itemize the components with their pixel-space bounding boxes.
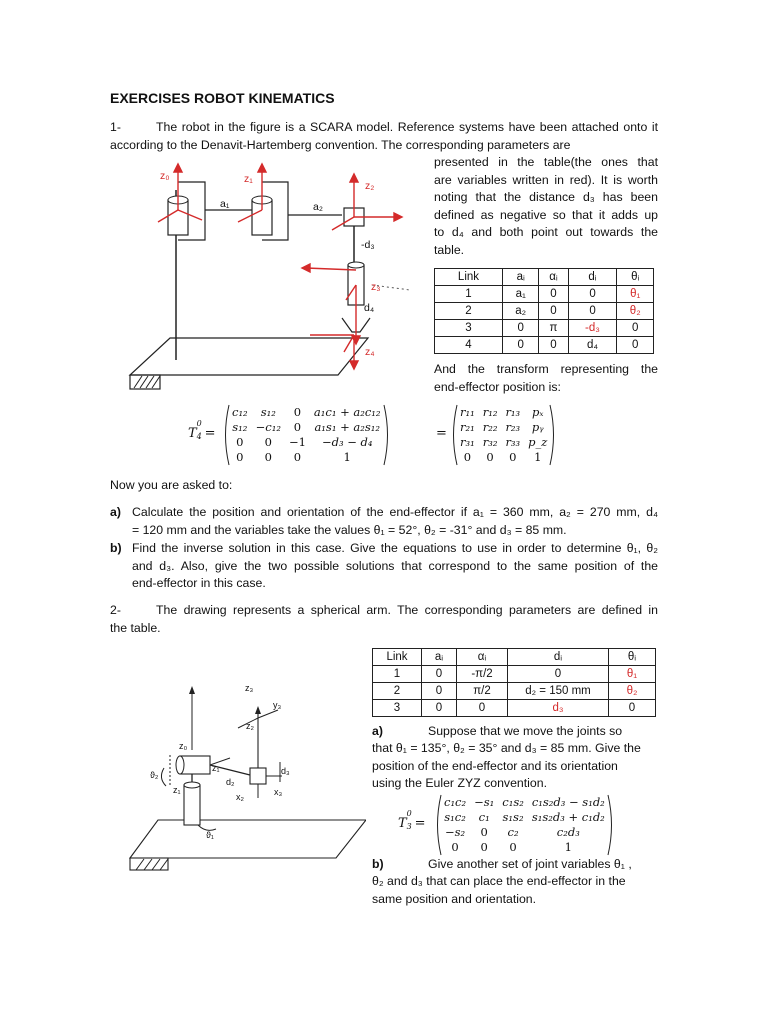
table-cell: 1 <box>435 286 503 303</box>
matrix-cell: s₁₂ <box>232 419 248 434</box>
table-cell: 0 <box>617 337 654 354</box>
text-line: And the transform representing the <box>434 362 658 376</box>
matrix-cell: r₂₂ <box>482 419 498 434</box>
matrix-cell: c₁s₂ <box>502 794 524 809</box>
spherical-arm-figure <box>110 670 366 940</box>
table-cell: 0 <box>539 337 568 354</box>
table-cell: 0 <box>609 700 656 717</box>
a1-label: a₁ <box>220 198 230 210</box>
table-cell: 0 <box>502 320 539 337</box>
table-cell: 1 <box>373 666 422 683</box>
header-cell: dᵢ <box>568 269 617 286</box>
ex2-question-b-first: Give another set of joint variables θ₁ , <box>428 857 632 871</box>
header-cell: θᵢ <box>609 649 656 666</box>
matrix-cell: 0 <box>451 839 459 854</box>
ex2-question-b-label: b) <box>372 857 384 871</box>
page-title: EXERCISES ROBOT KINEMATICS <box>110 90 335 106</box>
table-row <box>435 320 654 337</box>
ex2-question-a-first: Suppose that we move the joints so <box>428 724 623 738</box>
matrix-cell: −s₁ <box>474 794 495 809</box>
dh-table-spherical <box>372 648 656 717</box>
matrix-sub: 4 <box>196 432 202 441</box>
text-line: = 120 mm and the variables take the values θ₁ = 52°, θ₂ = -31° and d₃ = 85 mm. <box>132 522 567 537</box>
table-cell: 3 <box>435 320 503 337</box>
matrix-cell: −1 <box>288 434 306 449</box>
d3-label: d₃ <box>281 766 290 776</box>
question-a-text <box>132 504 658 539</box>
question-a-label: a) <box>110 505 121 519</box>
z1-bottom-label: z₁ <box>173 785 181 795</box>
dh-table-scara <box>434 268 654 354</box>
matrix-symbol: T <box>188 426 197 441</box>
table-cell: π <box>539 320 568 337</box>
theta2-label: ϑ₂ <box>150 770 159 780</box>
text-line: θ₂ and d₃ that can place the end-effector in the <box>372 874 626 888</box>
table-cell-variable: θ₁ <box>609 666 656 683</box>
y3-label: y₃ <box>273 700 282 710</box>
header-cell: aᵢ <box>502 269 539 286</box>
exercise2-intro-line1: The drawing represents a spherical arm. The corresponding parameters are defined in <box>156 603 658 617</box>
table-cell-variable: θ₂ <box>609 683 656 700</box>
transform-matrix-generic <box>456 404 551 464</box>
text-line: Find the inverse solution in this case. Give the equations to use in order to determine θ₁, θ₂ <box>132 541 658 555</box>
table-cell: d₄ <box>568 337 617 354</box>
matrix-sub: 3 <box>406 822 412 831</box>
matrix-cell: a₁s₁ + a₂s₁₂ <box>314 419 380 434</box>
text-line: that θ₁ = 135°, θ₂ = 35° and d₃ = 85 mm. Give the <box>372 741 641 755</box>
z1-top-label: z₁ <box>212 763 220 773</box>
matrix-sup: 0 <box>406 809 412 818</box>
header-cell: θᵢ <box>617 269 654 286</box>
question-b-text <box>132 540 658 593</box>
exercise1-side-text <box>434 154 658 259</box>
matrix-cell: c₁₂ <box>232 404 248 419</box>
matrix-cell: p_z <box>528 434 548 449</box>
transform-matrix-spherical <box>440 794 609 854</box>
side-line: to d₄ and both point out towards the <box>434 225 658 239</box>
ex2-question-a-text <box>372 740 658 793</box>
d3-label: -d₃ <box>361 239 375 251</box>
matrix-cell: 0 <box>463 449 472 464</box>
matrix-cell: r₃₃ <box>505 434 521 449</box>
matrix-cell: r₁₁ <box>460 404 475 419</box>
matrix-cell: r₃₂ <box>482 434 498 449</box>
table-cell: 0 <box>422 666 457 683</box>
matrix-cell: 0 <box>509 449 517 464</box>
table-cell-variable: -d₃ <box>568 320 617 337</box>
exercise2-number: 2- <box>110 603 121 617</box>
table-cell: 0 <box>539 303 568 320</box>
matrix-cell: s₁s₂d₃ + c₁d₂ <box>531 809 605 824</box>
matrix-cell: c₂ <box>507 824 519 839</box>
table-cell: -π/2 <box>457 666 508 683</box>
header-cell: Link <box>435 269 503 286</box>
table-row <box>373 700 656 717</box>
table-header-row <box>435 269 654 286</box>
question-b-label: b) <box>110 541 122 555</box>
matrix-cell: s₁₂ <box>260 404 276 419</box>
table-cell: 0 <box>568 303 617 320</box>
table-cell: 0 <box>422 683 457 700</box>
header-cell: aᵢ <box>422 649 457 666</box>
matrix-cell: c₁c₂ <box>444 794 467 809</box>
header-cell: Link <box>373 649 422 666</box>
matrix-cell: s₁s₂ <box>502 809 524 824</box>
exercise1-intro: The robot in the figure is a SCARA model. Reference systems have been attached onto it according to the Denavit-Hartemberg convention. The corresponding parameters are <box>110 120 658 152</box>
matrix-cell: 0 <box>509 839 517 854</box>
matrix-cell: pᵧ <box>531 419 544 434</box>
matrix-lhs-T03: T 0 3 = <box>398 809 426 831</box>
table-row <box>373 683 656 700</box>
matrix-cell: c₁ <box>478 809 490 824</box>
x3-label: x₃ <box>274 787 283 797</box>
matrix-cell: r₃₁ <box>460 434 475 449</box>
d2-label: d₂ <box>226 777 235 787</box>
table-cell: 0 <box>617 320 654 337</box>
matrix-cell: 0 <box>480 824 488 839</box>
matrix-cell: r₂₁ <box>460 419 475 434</box>
matrix-cell: 0 <box>236 434 244 449</box>
matrix-cell: a₁c₁ + a₂c₁₂ <box>313 404 381 419</box>
matrix-cell: c₁s₂d₃ − s₁d₂ <box>531 794 605 809</box>
matrix-sup: 0 <box>196 419 202 428</box>
theta1-label: ϑ₁ <box>206 830 214 840</box>
table-cell: 0 <box>508 666 609 683</box>
table-row <box>435 303 654 320</box>
table-cell: 0 <box>568 286 617 303</box>
matrix-cell: r₁₃ <box>505 404 521 419</box>
matrix-cell: r₁₂ <box>482 404 498 419</box>
table-cell: 0 <box>539 286 568 303</box>
table-cell: a₁ <box>502 286 539 303</box>
table-cell: 3 <box>373 700 422 717</box>
matrix-cell: 0 <box>293 449 302 464</box>
ex2-question-b-text <box>372 873 658 908</box>
scara-robot-figure <box>110 160 430 400</box>
matrix-cell: 0 <box>236 449 244 464</box>
text-line: Calculate the position and orientation of the end-effector if a₁ = 360 mm, a₂ = 270 mm, d₄ <box>132 505 658 519</box>
table-cell: 0 <box>502 337 539 354</box>
table-cell: 0 <box>422 700 457 717</box>
table-cell-variable: d₃ <box>508 700 609 717</box>
exercise2-intro-line2: the table. <box>110 621 161 635</box>
matrix-cell: s₁c₂ <box>444 809 466 824</box>
table-cell: 0 <box>457 700 508 717</box>
table-cell-variable: θ₁ <box>617 286 654 303</box>
table-cell: π/2 <box>457 683 508 700</box>
matrix-cell: −d₃ − d₄ <box>321 434 373 449</box>
table-row <box>435 337 654 354</box>
matrix-lhs-T04: T 0 4 = <box>188 419 216 441</box>
matrix-cell: 1 <box>343 449 351 464</box>
header-cell: αᵢ <box>539 269 568 286</box>
side-line: presented in the table(the ones that <box>434 155 658 169</box>
z0-label: z₀ <box>160 170 170 182</box>
matrix-cell: pₓ <box>532 404 544 419</box>
matrix-cell: 0 <box>264 434 272 449</box>
equals-sign: = <box>436 426 447 441</box>
transform-matrix-scara <box>228 404 385 464</box>
z4-label: z₄ <box>365 346 375 358</box>
text-line: using the Euler ZYZ convention. <box>372 776 547 790</box>
matrix-cell: 1 <box>534 449 542 464</box>
d4-label: d₄ <box>364 302 375 314</box>
table-cell: a₂ <box>502 303 539 320</box>
side-line: table. <box>434 242 465 257</box>
side-line: are variables written in red). It is worth <box>434 172 658 187</box>
table-row <box>435 286 654 303</box>
matrix-cell: −c₁₂ <box>255 419 281 434</box>
table-cell: d₂ = 150 mm <box>508 683 609 700</box>
table-cell: 2 <box>373 683 422 700</box>
matrix-cell: 0 <box>264 449 272 464</box>
table-plate <box>130 338 368 375</box>
transform-intro <box>434 361 658 396</box>
table-plate <box>130 820 366 858</box>
z2-label: z₂ <box>365 180 375 192</box>
matrix-cell: r₂₃ <box>505 419 521 434</box>
header-cell: αᵢ <box>457 649 508 666</box>
text-line: end-effector position is: <box>434 379 561 394</box>
table-cell: 2 <box>435 303 503 320</box>
z2-label: z₂ <box>246 721 254 731</box>
matrix-cell: −s₂ <box>444 824 466 839</box>
text-line: same position and orientation. <box>372 891 537 906</box>
matrix-symbol: T <box>398 816 407 831</box>
matrix-cell: c₂d₃ <box>556 824 580 839</box>
ex2-question-a-label: a) <box>372 724 383 738</box>
text-line: and d₃. Also, give the two possible solutions that correspond to the same position of the <box>132 558 658 573</box>
matrix-cell: 1 <box>564 839 572 854</box>
z0-label: z₀ <box>179 741 188 751</box>
z3-label: z₃ <box>245 683 254 693</box>
table-header-row <box>373 649 656 666</box>
matrix-cell: 0 <box>293 404 302 419</box>
matrix-cell: 0 <box>480 839 488 854</box>
table-row <box>373 666 656 683</box>
a2-label: a₂ <box>313 201 323 213</box>
matrix-cell: 0 <box>293 419 302 434</box>
matrix-cell: 0 <box>486 449 494 464</box>
table-cell: 4 <box>435 337 503 354</box>
z1-label: z₁ <box>244 173 253 185</box>
exercise1-number: 1- <box>110 120 121 134</box>
table-cell-variable: θ₂ <box>617 303 654 320</box>
asked-intro: Now you are asked to: <box>110 478 233 492</box>
text-line: end-effector in this case. <box>132 576 266 590</box>
side-line: defined as negative so that it adds up <box>434 207 658 222</box>
z3-label: z₃ <box>371 281 381 293</box>
header-cell: dᵢ <box>508 649 609 666</box>
x2-label: x₂ <box>236 792 244 802</box>
text-line: position of the end-effector and its orientation <box>372 758 618 773</box>
side-line: noting that the distance d₃ has been <box>434 190 658 204</box>
